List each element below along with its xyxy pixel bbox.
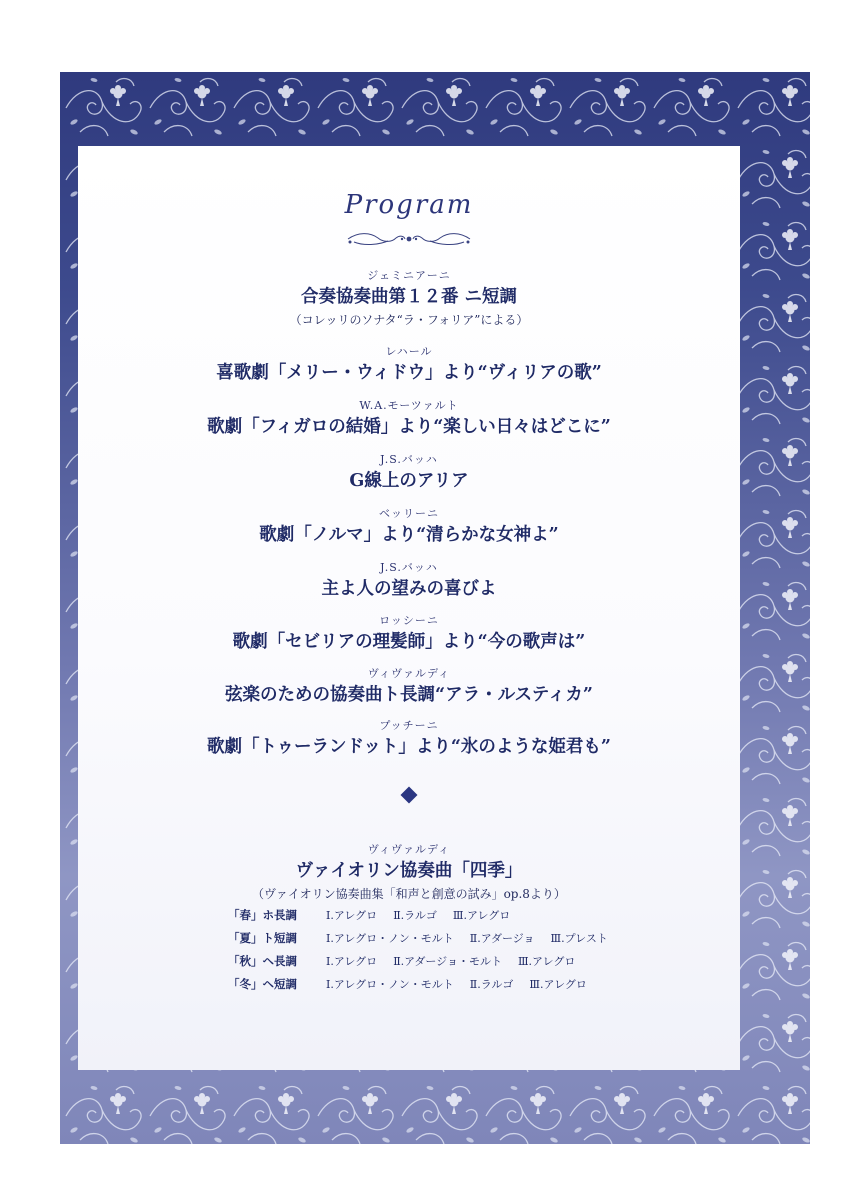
piece-title: 歌劇「セビリアの理髪師」より“今の歌声は” — [232, 632, 586, 652]
piece-title: 歌劇「ノルマ」より“清らかな女神よ” — [259, 525, 559, 545]
season-name: 「春」ホ長調 — [228, 908, 297, 922]
season-row — [228, 973, 624, 996]
piece-title: ヴァイオリン協奏曲「四季」 — [295, 861, 523, 881]
composer-name: J.S.バッハ — [380, 453, 438, 466]
program-item — [78, 344, 740, 386]
piece-title: 主よ人の望みの喜びよ — [321, 579, 497, 599]
season-name: 「秋」ヘ長調 — [228, 954, 297, 968]
season-row — [228, 904, 624, 927]
movement: Ⅰ.アレグロ — [326, 909, 378, 922]
program-content — [78, 146, 740, 1070]
piece-title: 歌劇「トゥーランドット」より“氷のような姫君も” — [207, 737, 611, 757]
season-name: 「夏」ト短調 — [228, 931, 297, 945]
piece-title: 合奏協奏曲第１２番 ニ短調 — [300, 287, 518, 307]
composer-name: プッチーニ — [379, 719, 439, 732]
piece-title: 歌劇「フィガロの結婚」より“楽しい日々はどこに” — [207, 417, 611, 437]
movement: Ⅲ.アレグロ — [529, 978, 587, 991]
composer-name: レハール — [385, 345, 433, 358]
composer-name: ヴィヴァルディ — [367, 843, 451, 856]
season-row — [228, 950, 624, 973]
movement: Ⅲ.プレスト — [550, 932, 608, 945]
program-item — [78, 268, 740, 330]
flourish-ornament — [344, 230, 474, 248]
movement: Ⅱ.アダージョ — [469, 932, 535, 945]
program-item — [78, 560, 740, 602]
composer-name: ロッシーニ — [379, 614, 439, 627]
piece-note: （コレッリのソナタ“ラ・フォリア”による） — [289, 313, 529, 327]
composer-name: ベッリーニ — [379, 507, 439, 520]
movement: Ⅲ.アレグロ — [452, 909, 511, 922]
movement: Ⅱ.アダージョ・モルト — [393, 955, 502, 968]
piece-note: （ヴァイオリン協奏曲集「和声と創意の試み」op.8より） — [252, 887, 566, 901]
program-item — [78, 666, 740, 708]
program-item — [78, 398, 740, 440]
movement: Ⅰ.アレグロ・ノン・モルト — [326, 932, 454, 945]
composer-name: ジェミニアーニ — [367, 269, 451, 282]
piece-title: 喜歌劇「メリー・ウィドウ」より“ヴィリアの歌” — [216, 363, 602, 383]
seasons-list — [228, 904, 624, 996]
movement: Ⅱ.ラルゴ — [469, 978, 514, 991]
movement: Ⅲ.アレグロ — [517, 955, 576, 968]
piece-title: G線上のアリア — [349, 471, 469, 491]
program-item — [78, 613, 740, 655]
season-name: 「冬」ヘ短調 — [228, 977, 297, 991]
piece-title: 弦楽のための協奏曲ト長調“アラ・ルスティカ” — [225, 685, 593, 705]
movement: Ⅰ.アレグロ・ノン・モルト — [326, 978, 454, 991]
page-title: Program — [344, 190, 474, 220]
program-item — [78, 506, 740, 548]
composer-name: ヴィヴァルディ — [367, 667, 451, 680]
finale-item — [78, 842, 740, 904]
movement: Ⅱ.ラルゴ — [393, 909, 437, 922]
composer-name: J.S.バッハ — [380, 561, 438, 574]
movement: Ⅰ.アレグロ — [326, 955, 378, 968]
diamond-divider-icon — [401, 787, 418, 804]
season-row — [228, 927, 624, 950]
program-item — [78, 452, 740, 494]
program-item — [78, 718, 740, 760]
composer-name: W.A.モーツァルト — [359, 399, 459, 412]
